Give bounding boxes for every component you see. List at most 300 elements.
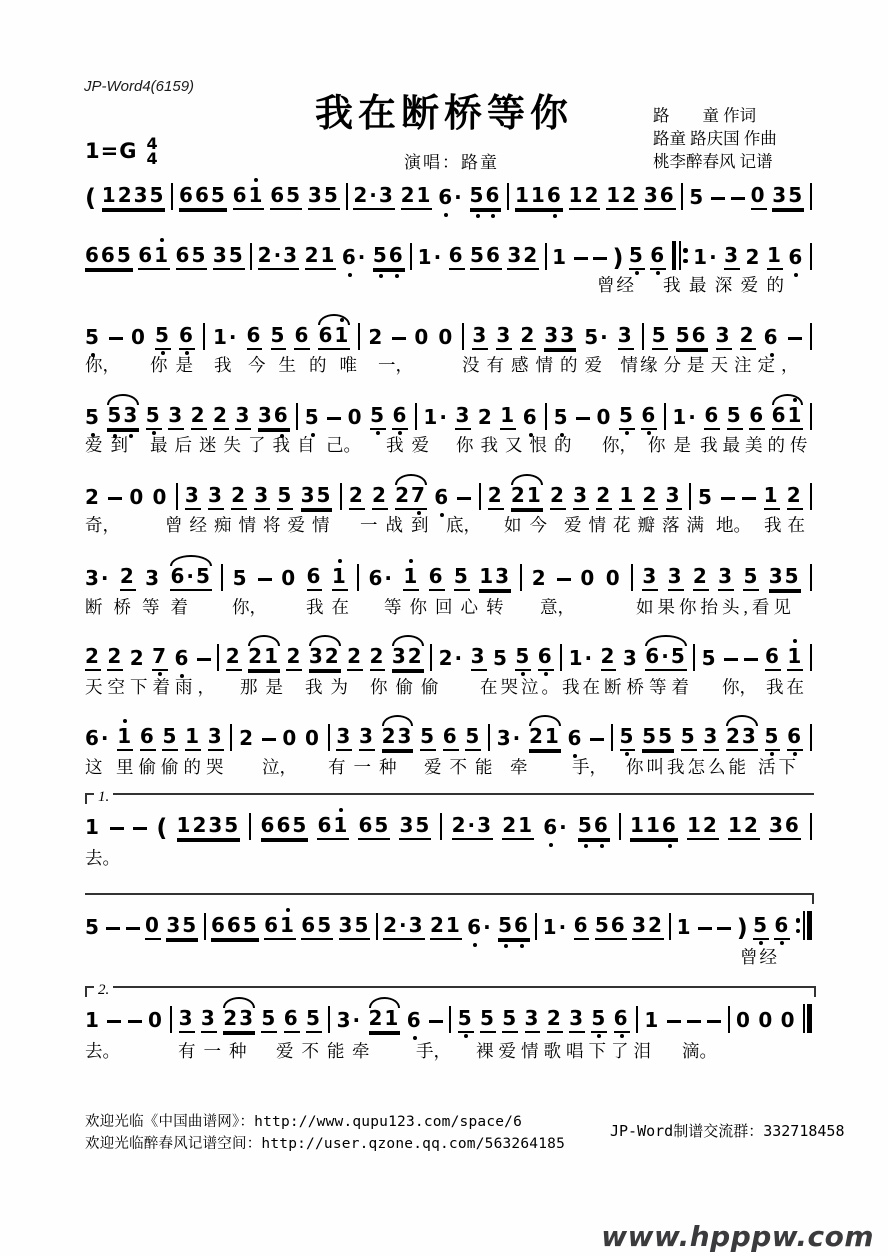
dash-beat	[106, 927, 120, 930]
note-group: 5	[701, 646, 718, 670]
note-group: 5	[743, 565, 759, 591]
generator-watermark: JP-Word4(6159)	[84, 78, 195, 95]
note-group: 2 1	[401, 184, 433, 210]
barline	[230, 724, 232, 751]
note-group: 2	[239, 726, 255, 750]
notation-system	[85, 320, 812, 375]
note-group: 2 1	[305, 244, 337, 270]
note-group: 6 ·	[438, 186, 464, 210]
barline	[810, 644, 812, 671]
note-row	[85, 721, 812, 751]
lyric-segment: 地。	[716, 515, 751, 535]
note-group: 6	[774, 914, 790, 940]
lyric-segment: 我爱	[386, 435, 437, 455]
note-group: 5	[370, 404, 386, 430]
lyric-segment: 我在	[766, 677, 807, 697]
barline	[203, 323, 205, 350]
note-group: 6	[614, 1007, 630, 1033]
note-group: 6 ·	[342, 246, 368, 270]
barline	[358, 323, 360, 350]
barline	[250, 243, 252, 270]
dash-beat	[126, 927, 140, 930]
note-group: 6 · 5	[645, 645, 686, 671]
barline	[171, 183, 173, 210]
note-group: 1 2	[728, 814, 760, 840]
note-group: 0	[347, 405, 364, 429]
note-group: 3 2	[632, 914, 664, 940]
note-group: 0	[148, 1008, 164, 1032]
note-group: 2	[477, 405, 494, 429]
dash-beat	[128, 1020, 142, 1023]
note-group: 6	[641, 404, 657, 430]
note-group: 3	[716, 324, 732, 350]
note-group: 5	[458, 1007, 474, 1033]
barline	[176, 483, 178, 510]
transcriber-credit: 桃李醉春风 记谱	[653, 152, 773, 171]
lyric-segment: 牵	[352, 1041, 370, 1061]
lyric-segment: 里偷偷的哭	[116, 757, 229, 777]
barline	[611, 724, 613, 751]
barline	[488, 724, 490, 751]
lyric-segment: 你叫我怎么能	[626, 757, 749, 777]
barline	[810, 724, 812, 751]
note-group: 6	[574, 914, 590, 940]
note-group: 1 1 6	[515, 184, 563, 210]
note-group: 3	[254, 484, 270, 510]
note-group: 2 · 3	[383, 914, 424, 940]
note-group: 0	[580, 566, 597, 590]
note-group: 5	[727, 404, 743, 430]
note-group: 5 5	[642, 725, 674, 751]
paren: (	[156, 814, 168, 842]
note-group: 5	[454, 565, 470, 591]
lyrics-line	[85, 594, 812, 618]
note-group: 1	[403, 565, 419, 591]
dash-beat	[744, 658, 758, 661]
barline	[217, 644, 219, 671]
barline	[810, 243, 812, 270]
barline	[810, 323, 812, 350]
lyric-segment: 滴。	[682, 1041, 717, 1061]
lyric-segment: 泣，	[262, 757, 297, 777]
note-group: 5	[620, 725, 636, 751]
note-group: 1	[85, 815, 101, 839]
lyric-segment: 曾经	[597, 275, 636, 295]
barline	[440, 813, 442, 840]
lyric-segment: 如果你抬头,看见	[636, 597, 795, 617]
note-group: 3 5	[399, 814, 431, 840]
note-group: 3	[179, 1007, 195, 1033]
lyric-segment: 你我又恨的	[456, 435, 579, 455]
note-group: 5	[271, 324, 287, 350]
note-group: 1 2	[687, 814, 719, 840]
notation-system	[85, 789, 812, 868]
note-group: 3 5	[772, 184, 804, 210]
note-group: 0	[780, 1008, 797, 1032]
dash-beat	[133, 827, 147, 830]
barline	[693, 644, 695, 671]
notation-system	[85, 641, 812, 697]
lyric-segment: 底，	[446, 515, 481, 535]
note-group: 2	[191, 404, 207, 430]
lyric-segment: 等你回心转	[384, 597, 512, 617]
note-row	[85, 240, 812, 270]
note-group: 6	[523, 406, 539, 430]
note-group: 6 6 5	[85, 244, 133, 270]
note-group: 6	[538, 645, 554, 671]
note-group: 5	[619, 404, 635, 430]
note-group: 6	[650, 244, 666, 270]
note-group: 5	[232, 566, 249, 590]
note-group: 3	[145, 566, 162, 590]
note-group: 1 1 6	[630, 814, 678, 840]
barline	[664, 403, 666, 430]
note-group: 1	[619, 484, 635, 510]
barline	[669, 913, 671, 940]
lyricist-credit: 路 童 作词	[653, 106, 757, 125]
note-group: 3	[208, 484, 224, 510]
dash-beat	[574, 257, 588, 260]
note-group: 3 6	[644, 184, 676, 210]
composer-credit: 路童 路庆国 作曲	[653, 129, 777, 148]
site-watermark: www.hpppw.com	[601, 1220, 874, 1253]
note-group: 3	[455, 404, 471, 430]
note-group: 2 1	[502, 814, 534, 840]
note-group: 3	[185, 484, 201, 510]
note-group: 2	[85, 485, 101, 509]
barline	[810, 564, 812, 591]
lyrics-line	[85, 845, 812, 869]
note-group: 6 1	[264, 914, 296, 940]
note-group: 6 ·	[85, 726, 111, 750]
barline	[204, 913, 206, 940]
note-group: 3 6	[769, 814, 801, 840]
note-group: 6	[749, 404, 765, 430]
repeat-end-sign	[796, 911, 812, 940]
note-group: 5	[554, 406, 570, 430]
note-group: 3	[703, 725, 719, 751]
dash-beat	[724, 658, 738, 661]
note-group: 5 6	[498, 914, 530, 940]
note-group: 1 2	[606, 184, 638, 210]
note-group: 1 2	[569, 184, 601, 210]
note-group: 3	[471, 645, 487, 671]
note-group: 1	[767, 244, 783, 270]
note-group: 0	[131, 325, 147, 349]
note-group: 5	[753, 914, 769, 940]
lyric-segment: 你，	[602, 435, 637, 455]
lyrics-line	[85, 352, 812, 376]
note-group: 3 ·	[85, 566, 111, 590]
key-time-signature	[85, 136, 158, 166]
lyric-segment: 我 最 深 爱 的	[663, 275, 786, 295]
notation-system	[85, 982, 812, 1061]
note-group: 2 1	[511, 484, 543, 510]
note-group: 3	[724, 244, 740, 270]
note-group: 0	[145, 914, 161, 940]
note-group: 1 ·	[672, 405, 698, 429]
note-row	[85, 810, 812, 840]
volta-bracket	[85, 789, 814, 805]
note-group: 2 3	[223, 1007, 255, 1033]
note-group: 5	[420, 725, 436, 751]
dash-beat	[108, 497, 122, 500]
barline	[376, 913, 378, 940]
credits-block	[653, 104, 777, 173]
lyric-segment: 没有感情的爱 情	[462, 355, 645, 375]
dash-beat	[687, 1020, 701, 1023]
dash-beat	[667, 1020, 681, 1023]
note-group: 6	[392, 404, 408, 430]
lyric-segment: 最后迷失了我自	[150, 435, 322, 455]
note-group: 5	[681, 725, 697, 751]
note-group: 2	[226, 645, 242, 671]
note-group: 5 6	[373, 244, 405, 270]
time-bottom: 4	[146, 149, 158, 168]
note-group: 2 1	[369, 1007, 401, 1033]
note-group: 6	[179, 324, 195, 350]
note-group: 2	[213, 404, 229, 430]
note-group: 1 ·	[417, 245, 444, 269]
note-group: 6 5	[358, 814, 390, 840]
note-group: 3	[359, 725, 375, 751]
barline	[810, 403, 812, 430]
note-group: 5	[515, 645, 531, 671]
note-group: 2	[531, 566, 548, 590]
notation-system	[85, 910, 812, 967]
lyric-segment: 手，	[572, 757, 607, 777]
note-group: 2	[372, 484, 388, 510]
note-group: 5	[146, 404, 162, 430]
barline	[340, 483, 342, 510]
barline	[346, 183, 348, 210]
note-group: 5	[689, 185, 706, 209]
lyric-segment: 今生的唯	[248, 355, 370, 375]
note-group: 5	[305, 406, 321, 430]
lyric-segment: 有一种	[178, 1041, 255, 1061]
paren: )	[612, 244, 624, 272]
note-group: 0	[596, 405, 613, 429]
note-group: 6 1	[138, 244, 170, 270]
note-group: 0	[758, 1008, 775, 1032]
note-group: 0	[414, 325, 431, 349]
lyric-segment: 你，	[722, 677, 757, 697]
note-group: 1	[85, 1008, 101, 1032]
note-group: 0	[736, 1008, 752, 1032]
note-group: 1 ·	[423, 405, 449, 429]
time-top: 4	[146, 134, 158, 153]
note-group: 5 6	[470, 244, 502, 270]
note-group: 1	[500, 404, 516, 430]
paren: )	[736, 914, 748, 942]
repeat-start-sign	[672, 241, 688, 270]
note-group: 2 · 3	[258, 244, 299, 270]
lyric-segment: 我为	[305, 677, 356, 697]
note-group: 5 6	[470, 184, 502, 210]
dash-beat	[392, 337, 406, 340]
footer-qq-group: JP-Word制谱交流群：332718458	[610, 1122, 845, 1140]
footer-qzone-link: 欢迎光临醉春风记谱空间：http://user.qzone.qq.com/563264185	[85, 1136, 566, 1152]
note-group: 2 ·	[438, 646, 465, 670]
volta-bracket	[85, 982, 816, 998]
note-group: 2	[520, 324, 536, 350]
note-group: 6	[764, 326, 780, 350]
dash-beat	[110, 827, 124, 830]
note-group: 2	[547, 1007, 563, 1033]
note-group: 3	[666, 484, 682, 510]
note-group: 2 1	[430, 914, 462, 940]
note-group: 6 5	[176, 244, 208, 270]
notation-system	[85, 561, 812, 617]
lyric-segment: 如今	[504, 515, 555, 535]
dash-beat	[742, 497, 756, 500]
note-group: 2	[286, 645, 302, 671]
volta-label: 1.	[94, 789, 113, 806]
dash-beat	[788, 337, 802, 340]
dash-beat	[593, 257, 607, 260]
lyric-segment: 你是	[150, 355, 201, 375]
barline	[545, 403, 547, 430]
key-label: 1=G	[85, 139, 138, 163]
note-group: 1	[332, 565, 348, 591]
note-group: 1	[117, 725, 133, 751]
note-group: 1	[676, 915, 693, 939]
note-group: 1 ·	[212, 325, 239, 349]
note-group: 0	[152, 485, 169, 509]
note-group: 1	[185, 725, 201, 751]
note-group: 2	[488, 484, 504, 510]
notation-system	[85, 400, 813, 455]
lyric-segment: 一战到	[360, 515, 437, 535]
note-group: 6	[449, 244, 465, 270]
lyric-segment: 这	[85, 757, 103, 777]
lyric-segment: 你，	[85, 355, 120, 375]
lyric-segment: 去。	[85, 1041, 120, 1061]
note-group: 5	[502, 1007, 518, 1033]
lyric-segment: 我最美的传	[700, 435, 813, 455]
lyrics-line	[85, 512, 812, 536]
note-group: 6	[247, 324, 263, 350]
note-group: 1 ·	[568, 646, 595, 670]
note-group: 1 2 3 5	[102, 184, 166, 210]
note-group: 3	[569, 1007, 585, 1033]
lyric-segment: 你是	[648, 435, 699, 455]
note-group: 5 6	[578, 814, 610, 840]
dash-beat	[258, 578, 272, 581]
note-group: 6	[407, 1009, 423, 1033]
note-row	[85, 1003, 812, 1033]
lyrics-line	[85, 272, 812, 296]
note-group: 1	[552, 245, 569, 269]
note-group: 3 5	[166, 914, 198, 940]
note-group: 3 3	[544, 324, 576, 350]
note-group: 3 ·	[496, 726, 523, 750]
note-group: 5 3	[107, 404, 139, 430]
note-group: 1	[644, 1008, 661, 1032]
notation-system	[85, 721, 812, 777]
note-group: 3	[668, 565, 684, 591]
lyric-segment: 曾经	[740, 947, 779, 967]
note-group: 5	[85, 915, 101, 939]
note-group: 2	[550, 484, 566, 510]
dash-beat	[590, 738, 604, 741]
dash-beat	[711, 197, 725, 200]
dash-beat	[197, 658, 211, 661]
final-barline	[803, 1004, 812, 1033]
note-group: 1 2 3 5	[177, 814, 241, 840]
lyric-segment: 意，	[540, 597, 575, 617]
note-group: 2	[368, 325, 385, 349]
note-group: 5	[85, 326, 101, 350]
lyric-segment: 爱不能	[276, 1041, 353, 1061]
note-group: 2	[347, 645, 363, 671]
note-group: 2	[745, 245, 762, 269]
note-group: 6	[434, 486, 450, 510]
lyric-segment: 我在	[306, 597, 357, 617]
note-group: 6 · 5	[170, 565, 211, 591]
note-row	[85, 480, 812, 510]
note-group: 6	[175, 647, 191, 671]
lyric-segment: 去。	[85, 848, 120, 868]
lyric-segment: 活下	[758, 757, 799, 777]
barline	[479, 483, 481, 510]
note-group: 5 6	[595, 914, 627, 940]
lyric-segment: 爱不能	[424, 757, 501, 777]
note-group: 5	[306, 1007, 322, 1033]
note-group: 6	[787, 725, 803, 751]
note-group: 3	[642, 565, 658, 591]
note-row	[85, 180, 812, 210]
barline	[631, 564, 633, 591]
barline	[249, 813, 251, 840]
barline	[545, 243, 547, 270]
note-group: 6 5	[270, 184, 302, 210]
note-group: 6 6 5	[211, 914, 259, 940]
note-group: 2 1	[529, 725, 561, 751]
note-group: 3 5	[301, 484, 333, 510]
note-row	[85, 910, 812, 940]
note-group: 0	[281, 566, 298, 590]
lyric-segment: 那是	[240, 677, 291, 697]
note-group: 6	[788, 246, 804, 270]
barline	[636, 1006, 638, 1033]
note-group: 3 2	[507, 244, 539, 270]
dash-beat	[109, 337, 123, 340]
note-group: 1	[787, 645, 803, 671]
note-row	[85, 561, 812, 591]
lyric-segment: 你，	[232, 597, 267, 617]
barline	[462, 323, 464, 350]
note-row	[85, 400, 812, 430]
dash-beat	[327, 417, 341, 420]
note-group: 6	[568, 727, 584, 751]
performer-line: 演唱：路童	[404, 153, 499, 172]
volta-bracket	[85, 893, 814, 904]
note-group: 6 1	[318, 324, 350, 350]
barline	[689, 483, 691, 510]
note-group: 6 5	[301, 914, 333, 940]
note-group: 3	[472, 324, 488, 350]
lyric-segment: 断桥等着	[604, 677, 694, 697]
note-group: 3	[208, 725, 224, 751]
barline	[430, 644, 432, 671]
note-group: 6	[429, 565, 445, 591]
notation-system	[85, 180, 812, 210]
note-group: 3	[525, 1007, 541, 1033]
note-group: 3 6	[258, 404, 290, 430]
barline	[507, 183, 509, 210]
note-row	[85, 641, 812, 671]
